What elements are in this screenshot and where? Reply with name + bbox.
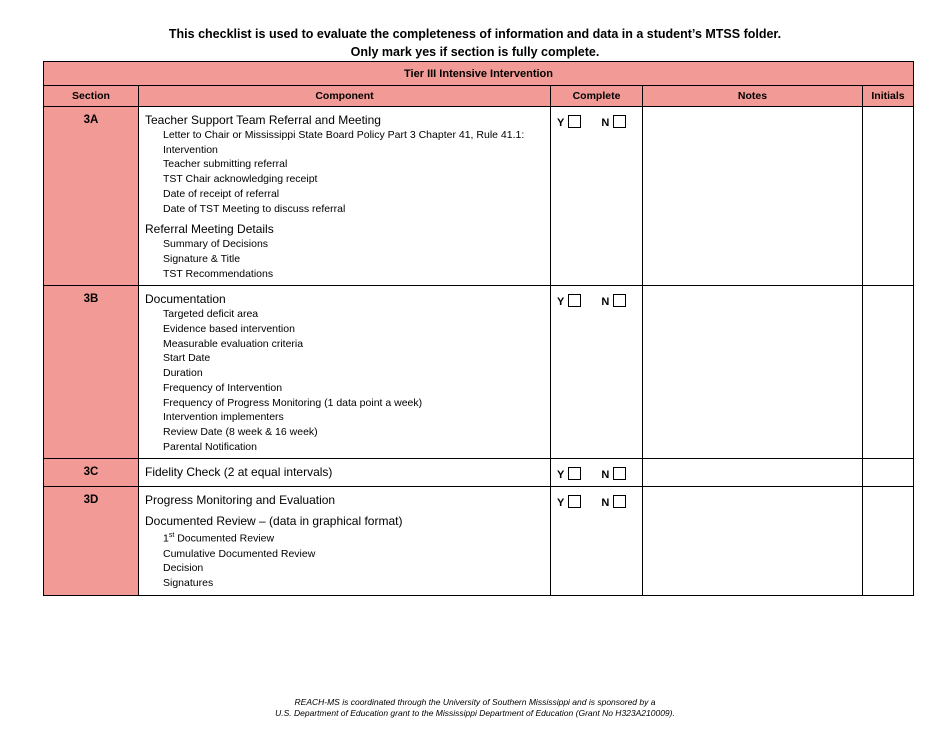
yes-label: Y (557, 469, 565, 482)
column-header-initials: Initials (863, 86, 914, 107)
checklist-instructions: This checklist is used to evaluate the completeness of information and data in a student’s MTSS folder. (168, 27, 782, 41)
yes-option[interactable] (557, 294, 581, 308)
complete-cell (551, 286, 643, 459)
no-checkbox[interactable] (613, 115, 626, 128)
section-id: 3B (44, 286, 139, 459)
table-row (44, 487, 914, 596)
notes-cell[interactable] (643, 286, 863, 459)
component-cell (139, 286, 551, 459)
yes-checkbox[interactable] (568, 294, 581, 307)
column-header-component: Component (139, 86, 551, 107)
column-header-notes: Notes (643, 86, 863, 107)
list-item: Review Date (8 week & 16 week) (163, 425, 318, 438)
tier3-checklist-table (43, 61, 914, 596)
list-item: Measurable evaluation criteria (163, 337, 304, 350)
list-item: Signature & Title (163, 252, 241, 265)
no-option[interactable] (601, 495, 626, 509)
no-checkbox[interactable] (613, 294, 626, 307)
list-item: Summary of Decisions (163, 238, 269, 251)
initials-cell[interactable] (863, 286, 914, 459)
list-item: Intervention (163, 143, 218, 156)
complete-cell (551, 107, 643, 286)
no-label: N (601, 497, 610, 510)
notes-cell[interactable] (643, 459, 863, 487)
section-id: 3A (44, 107, 139, 286)
component-list (145, 307, 544, 454)
yes-checkbox[interactable] (568, 495, 581, 508)
component-list (145, 237, 544, 281)
component-cell (139, 487, 551, 596)
component-list (145, 529, 544, 590)
list-item: Date of TST Meeting to discuss referral (163, 202, 346, 215)
list-item: Date of receipt of referral (163, 187, 280, 200)
list-item: Teacher submitting referral (163, 158, 288, 171)
list-item: Decision (163, 562, 204, 575)
component-title: Referral Meeting Details (145, 222, 274, 237)
complete-cell (551, 459, 643, 487)
no-option[interactable] (601, 294, 626, 308)
no-option[interactable] (601, 467, 626, 481)
initials-cell[interactable] (863, 487, 914, 596)
column-header-complete: Complete (551, 86, 643, 107)
no-label: N (601, 296, 610, 309)
component-title: Progress Monitoring and Evaluation (145, 493, 336, 508)
list-item: Intervention implementers (163, 411, 284, 424)
notes-cell[interactable] (643, 487, 863, 596)
yes-label: Y (557, 497, 565, 510)
yes-option[interactable] (557, 467, 581, 481)
list-item: 1st Documented Review (163, 532, 275, 545)
no-checkbox[interactable] (613, 495, 626, 508)
list-item: TST Chair acknowledging receipt (163, 173, 318, 186)
list-item: Signatures (163, 576, 214, 589)
list-item: Cumulative Documented Review (163, 547, 316, 560)
table-row (44, 107, 914, 286)
component-title: Documentation (145, 292, 226, 307)
initials-cell[interactable] (863, 107, 914, 286)
no-label: N (601, 117, 610, 129)
list-item: Letter to Chair or Mississippi State Board Policy Part 3 Chapter 41, Rule 41.1: (163, 129, 525, 141)
complete-cell (551, 487, 643, 596)
list-item: Targeted deficit area (163, 308, 259, 321)
list-item: TST Recommendations (163, 267, 274, 280)
list-item: Parental Notification (163, 440, 257, 453)
list-item: Start Date (163, 352, 211, 365)
yes-checkbox[interactable] (568, 467, 581, 480)
initials-cell[interactable] (863, 459, 914, 487)
footer-line: U.S. Department of Education grant to the Mississippi Department of Education (Grant No H323A210009). (275, 708, 675, 718)
component-title: Fidelity Check (2 at equal intervals) (145, 465, 333, 480)
yes-label: Y (557, 296, 565, 309)
section-id: 3C (44, 459, 139, 487)
component-cell (139, 459, 551, 487)
section-id: 3D (44, 487, 139, 596)
list-item: Frequency of Progress Monitoring (1 data point a week) (163, 396, 423, 409)
tier-title: Tier III Intensive Intervention (44, 62, 914, 86)
column-header-section: Section (44, 86, 139, 107)
component-list (145, 128, 544, 216)
yes-option[interactable] (557, 495, 581, 509)
no-label: N (601, 469, 610, 482)
no-checkbox[interactable] (613, 467, 626, 480)
checklist-instructions-note: Only mark yes if section is fully complete. (350, 45, 600, 59)
footer-line: REACH-MS is coordinated through the University of Southern Mississippi and is sponsored by a (294, 697, 656, 707)
table-row (44, 459, 914, 487)
notes-cell[interactable] (643, 107, 863, 286)
list-item: Duration (163, 367, 203, 380)
list-item: Evidence based intervention (163, 323, 295, 336)
yes-label: Y (557, 117, 565, 129)
list-item: Frequency of Intervention (163, 381, 283, 394)
yes-option[interactable] (557, 115, 581, 129)
component-cell (139, 107, 551, 286)
no-option[interactable] (601, 115, 626, 129)
table-row (44, 286, 914, 459)
yes-checkbox[interactable] (568, 115, 581, 128)
component-title: Documented Review – (data in graphical format) (145, 514, 403, 529)
component-title: Teacher Support Team Referral and Meeting (145, 113, 381, 127)
